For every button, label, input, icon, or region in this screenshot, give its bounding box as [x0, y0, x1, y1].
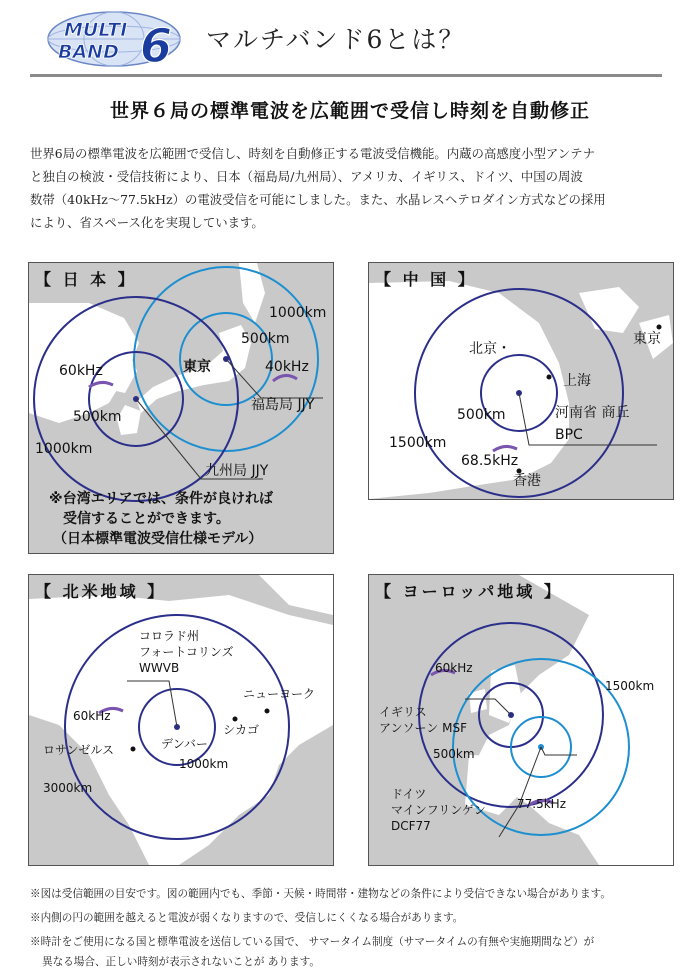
radio-wave-icon [273, 375, 297, 381]
label-frequency: 60kHz [73, 709, 111, 723]
label-station-line: マインフリンゲン [391, 803, 486, 817]
panel-title: 【 北米地域 】 [35, 582, 167, 601]
note-line: （日本標準電波受信仕様モデル） [53, 531, 263, 547]
page-title: マルチバンド6とは？ [206, 25, 466, 54]
footnote: ※図は受信範囲の目安です。図の範囲内でも、季節・天候・時間帯・建物などの条件により受信できない場合があります。 [30, 888, 611, 900]
label-range: 1000km [35, 441, 93, 457]
label-tokyo: 東京 [183, 359, 211, 375]
label-station-line: イギリス [379, 705, 427, 719]
multiband6-logo [44, 8, 192, 70]
headline: 世界６局の標準電波を広範囲で受信し時刻を自動修正 [109, 100, 590, 122]
label-frequency: 60kHz [59, 363, 103, 379]
label-hongkong: 香港 [513, 473, 541, 489]
label-range: 500km [457, 407, 506, 423]
svg-text:BAND: BAND [58, 41, 119, 63]
label-range: 500km [73, 409, 122, 425]
panel-title: 【 中 国 】 [375, 270, 477, 289]
label-denver: デンバー [161, 737, 208, 751]
panel-europe [368, 574, 674, 866]
label-range: 1500km [389, 435, 447, 451]
label-range: 1500km [605, 679, 655, 693]
note-line: 受信することができます。 [63, 511, 230, 527]
label-station-line: アンソーン MSF [379, 721, 467, 735]
footnotes [30, 882, 680, 974]
label-frequency: 77.5kHz [517, 797, 566, 811]
label-chicago: シカゴ [223, 723, 260, 737]
label-callsign: BPC [555, 427, 583, 443]
panel-japan [28, 262, 334, 554]
taiwan-note [49, 489, 273, 549]
label-station-line: ドイツ [391, 787, 427, 801]
label-range: 1000km [179, 757, 229, 771]
svg-text:MULTI: MULTI [64, 19, 128, 41]
note-line: ※台湾エリアでは、条件が良ければ [49, 491, 274, 507]
label-station-kyushu: 九州局 JJY [205, 463, 269, 479]
header-divider [30, 74, 662, 77]
label-frequency: 68.5kHz [461, 453, 519, 469]
footnote: ※内側の円の範囲を越えると電波が弱くなりますので、受信しにくくなる場合があります。 [30, 912, 464, 924]
footnote: ※時計をご使用になる国と標準電波を送信している国で、 サマータイム制度（サマータイムの有無や実施期間など）が [30, 936, 595, 948]
intro-line: 数帯（40kHz～77.5kHz）の電波受信を可能にしました。また、水晶レスヘテロダイン方式などの採用 [30, 192, 606, 207]
label-callsign: DCF77 [391, 819, 431, 833]
label-station-fukushima: 福島局 JJY [251, 397, 315, 413]
label-station-line: フォートコリンズ [139, 645, 234, 659]
intro-paragraph [30, 142, 670, 234]
label-la: ロサンゼルス [43, 743, 115, 757]
label-shanghai: 上海 [563, 373, 591, 389]
footnote: 異なる場合、正しい時刻が表示されないことが あります。 [42, 956, 320, 968]
panel-china [368, 262, 674, 500]
label-range: 500km [241, 331, 290, 347]
label-station-line: コロラド州 [139, 629, 200, 643]
label-range: 3000km [43, 781, 93, 795]
panel-title: 【 日 本 】 [35, 270, 137, 289]
label-frequency: 60kHz [435, 661, 473, 675]
intro-line: により、省スペース化を実現しています。 [30, 215, 264, 230]
panel-north-america [28, 574, 334, 866]
label-beijing: 北京・ [469, 341, 511, 357]
label-range: 500km [433, 747, 475, 761]
label-frequency: 40kHz [265, 359, 309, 375]
svg-text:6: 6 [140, 19, 173, 70]
panel-title: 【 ヨーロッパ地域 】 [375, 582, 563, 601]
label-range: 1000km [269, 305, 327, 321]
china-map [369, 263, 673, 499]
label-station-henan: 河南省 商丘 [555, 405, 630, 421]
label-callsign: WWVB [139, 661, 180, 675]
intro-line: 世界6局の標準電波を広範囲で受信し、時刻を自動修正する電波受信機能。内蔵の高感度小型アンテナ [30, 146, 595, 161]
intro-line: と独自の検波・受信技術により、日本（福島局/九州局）、アメリカ、イギリス、ドイツ、中国の周波 [30, 169, 583, 184]
label-tokyo: 東京 [633, 331, 661, 347]
label-newyork: ニューヨーク [243, 687, 316, 701]
